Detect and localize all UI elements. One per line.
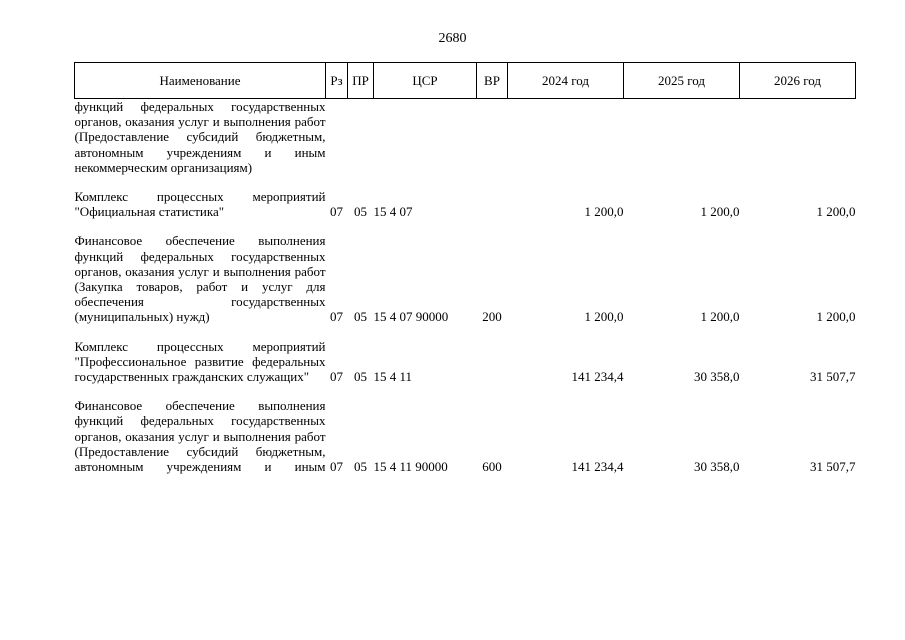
row-2026 (740, 99, 856, 176)
row-csr: 15 4 07 (373, 204, 413, 220)
row-name: Финансовое обеспечение выполнения функций федеральных государственных органов, оказания услуг и выполнения работ (Закупка товаров, работ и услуг для обеспечения государственных (муниципальных) нужд) (74, 233, 326, 325)
row-2026: 31 507,7 (810, 459, 856, 475)
header-2025: 2025 год (624, 63, 740, 99)
row-csr: 15 4 11 90000 (373, 459, 448, 475)
page-number: 2680 (438, 31, 467, 46)
row-vr (477, 189, 508, 219)
row-rz (326, 99, 348, 176)
row-2025: 1 200,0 (700, 204, 740, 220)
header-csr: ЦСР (374, 63, 477, 99)
header-pr: ПР (348, 63, 374, 99)
row-pr: 05 (354, 369, 367, 385)
table-row (75, 233, 856, 324)
row-vr: 600 (482, 459, 502, 475)
header-name: Наименование (75, 63, 326, 99)
table-row (75, 398, 856, 474)
table-row (75, 339, 856, 385)
table-row (75, 189, 856, 219)
row-2026: 1 200,0 (816, 309, 856, 325)
row-vr: 200 (482, 309, 502, 325)
row-2024 (508, 99, 624, 176)
row-vr (477, 99, 508, 176)
table-row (75, 99, 856, 176)
row-2026: 31 507,7 (810, 369, 856, 385)
header-2024: 2024 год (508, 63, 624, 99)
row-2025 (624, 99, 740, 176)
row-csr: 15 4 11 (373, 369, 413, 385)
row-2024: 141 234,4 (571, 459, 624, 475)
row-pr: 05 (354, 459, 367, 475)
table-header-row (75, 63, 856, 99)
row-pr (348, 99, 374, 176)
row-2024: 1 200,0 (584, 204, 624, 220)
header-rz: Рз (326, 63, 348, 99)
row-rz: 07 (330, 309, 343, 325)
row-2025: 30 358,0 (694, 459, 740, 475)
row-2025: 1 200,0 (700, 309, 740, 325)
row-2024: 141 234,4 (571, 369, 624, 385)
row-name: функций федеральных государственных органов, оказания услуг и выполнения работ (Предоставление субсидий бюджетным, автономным учреждениям и иным некоммерческим организациям) (74, 99, 326, 175)
row-name: Комплекс процессных мероприятий "Профессиональное развитие федеральных государственных гражданских служащих" (74, 338, 326, 385)
header-2026: 2026 год (740, 63, 856, 99)
row-2026: 1 200,0 (816, 204, 856, 220)
budget-table (74, 62, 856, 474)
row-rz: 07 (330, 369, 343, 385)
row-name: Комплекс процессных мероприятий "Официальная статистика" (74, 189, 326, 220)
row-vr (477, 339, 508, 385)
row-rz: 07 (330, 459, 343, 475)
row-2025: 30 358,0 (694, 369, 740, 385)
row-csr (374, 99, 477, 176)
header-vr: ВР (477, 63, 508, 99)
row-pr: 05 (354, 204, 367, 220)
row-2024: 1 200,0 (584, 309, 624, 325)
row-rz: 07 (330, 204, 343, 220)
row-name: Финансовое обеспечение выполнения функций федеральных государственных органов, оказания услуг и выполнения работ (Предоставление субсидий бюджетным, автономным учреждениям и иным (74, 398, 326, 475)
row-pr: 05 (354, 309, 367, 325)
row-csr: 15 4 07 90000 (373, 309, 449, 325)
